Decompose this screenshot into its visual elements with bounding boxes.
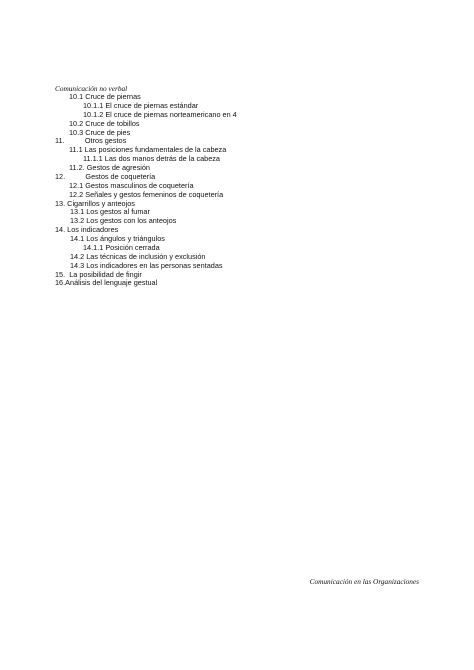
toc-entry: 13.1 Los gestos al fumar — [70, 207, 150, 217]
toc-entry: 11.2. Gestos de agresión — [69, 163, 150, 172]
toc-entry: 12.1 Gestos masculinos de coquetería — [69, 180, 194, 190]
toc-entry: 10.1.2 El cruce de piernas norteamericano en 4 — [83, 109, 237, 119]
toc-entry: 14.3 Los indicadores en las personas sentadas — [70, 260, 223, 270]
toc-entry: 16.Análisis del lenguaje gestual — [55, 278, 158, 288]
toc-entry: 10.2 Cruce de tobillos — [69, 118, 140, 128]
running-footer: Comunicación en las Organizaciones — [309, 577, 419, 586]
toc-entry: 15. La posibilidad de fingir — [55, 269, 142, 279]
toc-entry: 14. Los indicadores — [55, 225, 119, 235]
toc-entry: 13. Cigarrillos y anteojos — [55, 198, 135, 208]
toc-entry: 11.1.1 Las dos manos detrás de la cabeza — [83, 154, 220, 164]
toc-entry: 11. Otros gestos — [55, 136, 127, 146]
toc-entry: 10.3 Cruce de pies — [69, 127, 131, 137]
running-header: Comunicación no verbal — [55, 84, 128, 93]
table-of-contents — [0, 93, 474, 288]
toc-entry: 14.1.1 Posición cerrada — [83, 242, 160, 252]
toc-entry: 11.1 Las posiciones fundamentales de la cabeza — [69, 145, 227, 155]
toc-entry: 10.1.1 El cruce de piernas estándar — [83, 100, 199, 110]
toc-entry: 14.1 Los ángulos y triángulos — [70, 234, 165, 243]
toc-entry: 10.1 Cruce de piernas — [69, 92, 141, 101]
toc-entry: 13.2 Los gestos con los anteojos — [70, 216, 177, 226]
toc-entry: 12. Gestos de coquetería — [55, 171, 156, 181]
toc-entry: 14.2 Las técnicas de inclusión y exclusión — [70, 251, 206, 261]
toc-entry: 12.2 Señales y gestos femeninos de coquetería — [69, 189, 224, 199]
